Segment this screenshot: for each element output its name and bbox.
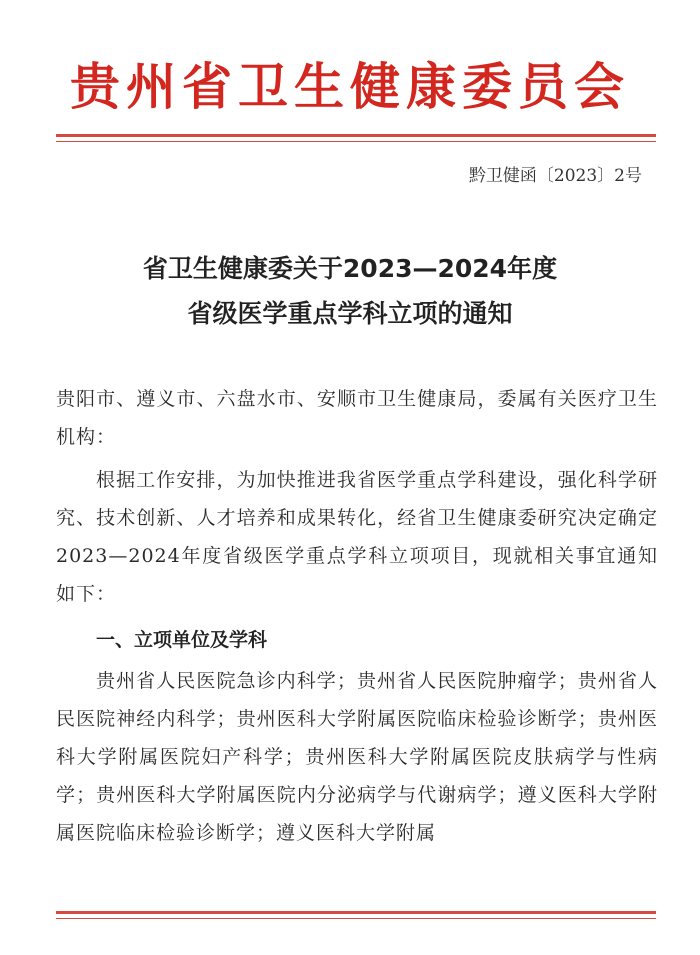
footer-rule-thin-line	[56, 918, 656, 919]
footer-rule-thick-line	[56, 911, 656, 914]
header-red-rule	[56, 134, 656, 142]
addressee-paragraph: 贵阳市、遵义市、六盘水市、安顺市卫生健康局，委属有关医疗卫生机构：	[56, 388, 658, 448]
header-rule-thin-line	[56, 141, 656, 142]
document-number: 黔卫健函〔2023〕2号	[468, 166, 642, 186]
section-heading-1: 一、立项单位及学科	[96, 629, 268, 651]
document-title-line-2: 省级医学重点学科立项的通知	[187, 299, 513, 328]
agency-header-title: 贵州省卫生健康委员会	[70, 57, 630, 116]
footer-red-rule	[56, 911, 656, 919]
header-rule-thick-line	[56, 134, 656, 137]
body-paragraph-units-list: 贵州省人民医院急诊内科学；贵州省人民医院肿瘤学；贵州省人民医院神经内科学；贵州医科大学附属医院临床检验诊断学；贵州医科大学附属医院妇产科学；贵州医科大学附属医院皮肤病学与性病学；贵州医科大学附属医院内分泌病学与代谢病学；遵义医科大学附属医院临床检验诊断学；遵义医科大学附属	[56, 670, 658, 844]
document-title-line-1: 省卫生健康委关于2023—2024年度	[142, 254, 558, 283]
body-paragraph-intro: 根据工作安排，为加快推进我省医学重点学科建设，强化科学研究、技术创新、人才培养和成果转化，经省卫生健康委研究决定确定2023—2024年度省级医学重点学科立项项目，现就相关事宜通知如下：	[56, 469, 658, 605]
